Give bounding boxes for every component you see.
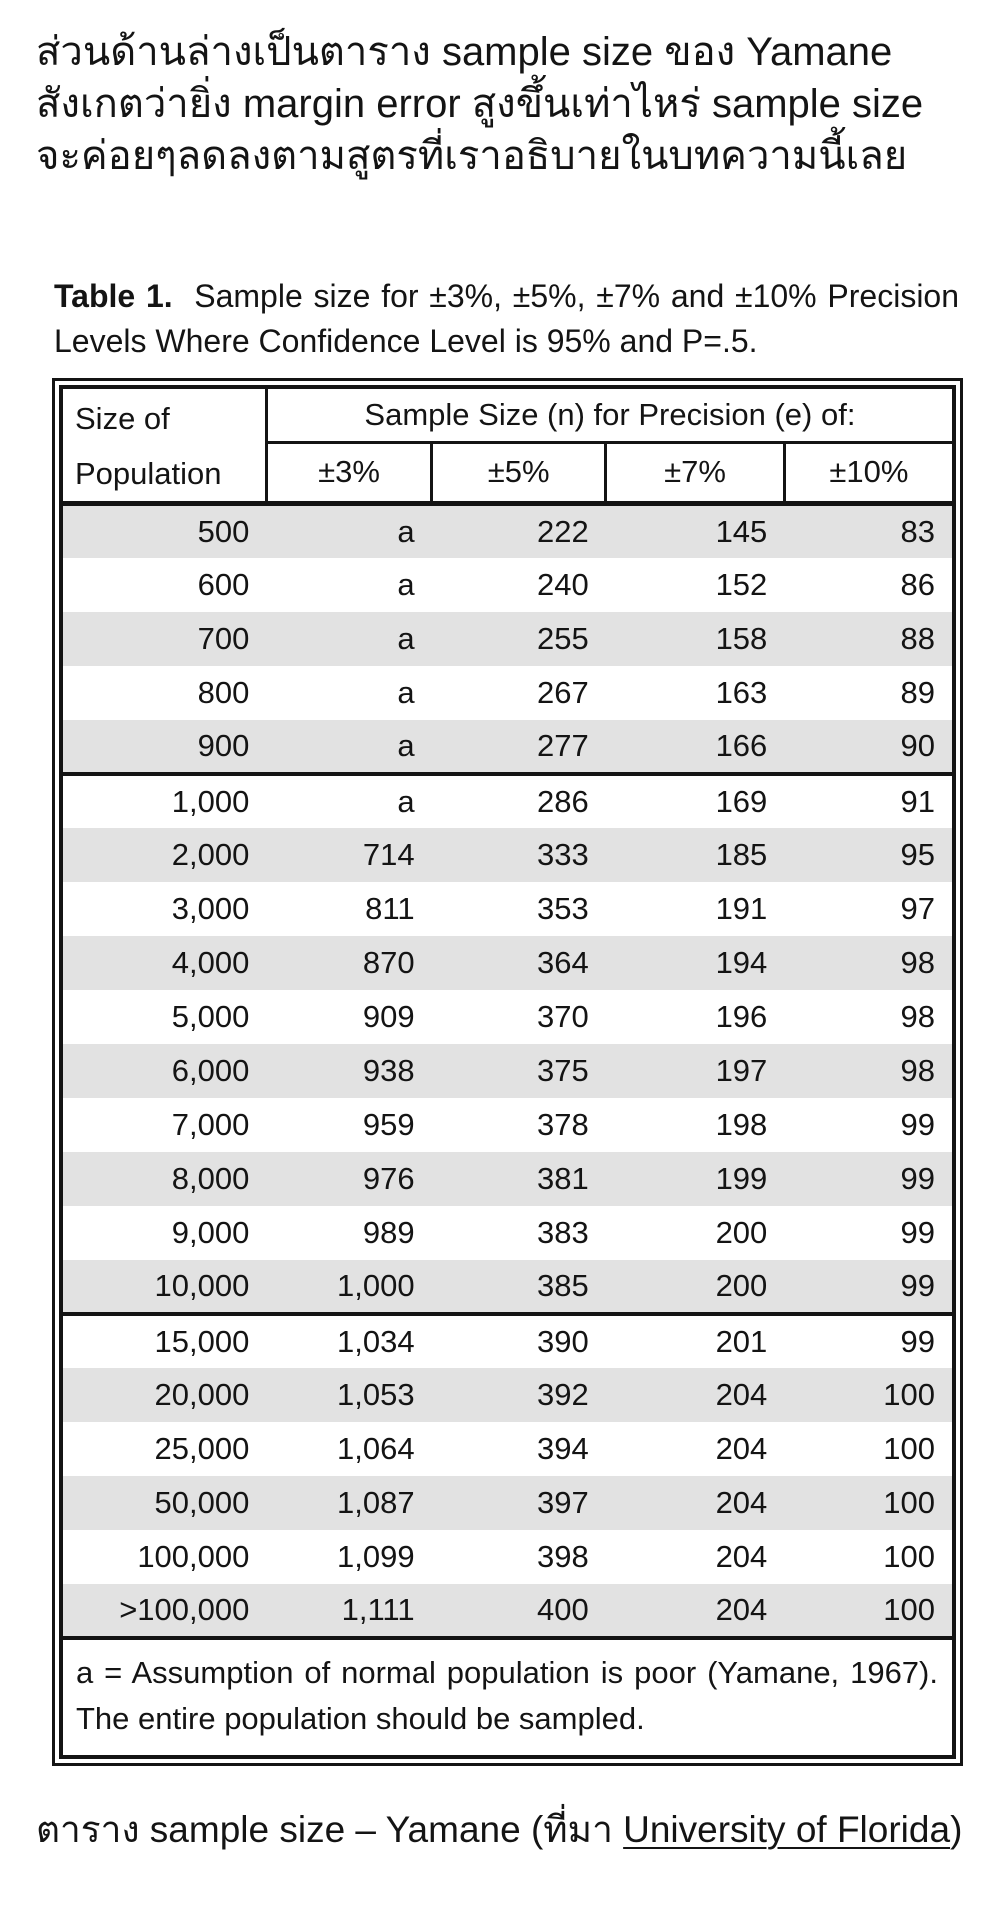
population-cell: 8,000 [61, 1152, 266, 1206]
sample-size-cell: 169 [606, 774, 785, 828]
sample-size-cell: 714 [266, 828, 431, 882]
sample-size-cell: 204 [715, 1538, 768, 1574]
table-row [61, 1314, 954, 1368]
header-precision-7pct: ±7% [606, 442, 785, 503]
sample-size-cell: 204 [606, 1476, 785, 1530]
sample-size-cell: 385 [432, 1260, 606, 1314]
table-row [61, 504, 954, 558]
table-row [61, 1260, 954, 1314]
sample-size-cell: 100 [784, 1368, 954, 1422]
sample-size-cell: 89 [900, 674, 935, 710]
population-cell: 5,000 [171, 998, 250, 1034]
header-population-line1: Size of [75, 401, 170, 436]
table-row [61, 1530, 954, 1584]
table-body [61, 504, 954, 1638]
sample-size-cell: 286 [432, 774, 606, 828]
table-row [61, 1098, 954, 1152]
table-row [61, 990, 954, 1044]
sample-size-cell: a [397, 566, 415, 602]
table-row [61, 828, 954, 882]
sample-size-cell: 91 [784, 774, 954, 828]
sample-size-cell: 98 [784, 936, 954, 990]
sample-size-cell: 938 [266, 1044, 431, 1098]
sample-size-cell: a [397, 674, 415, 710]
sample-size-cell: 90 [784, 720, 954, 774]
table-caption [36, 1800, 999, 1859]
sample-size-cell: 1,064 [337, 1430, 415, 1466]
sample-size-cell: 95 [784, 828, 954, 882]
sample-size-cell: 197 [606, 1044, 785, 1098]
source-link[interactable]: University of Florida [623, 1808, 951, 1850]
sample-size-cell: 97 [900, 890, 935, 926]
table-title-text: Sample size for ±3%, ±5%, ±7% and ±10% Precision Levels Where Confidence Level is 95% and P=.5. [54, 278, 960, 359]
population-cell: 800 [197, 674, 250, 710]
table-row [61, 1206, 954, 1260]
sample-size-cell: 811 [365, 890, 415, 926]
sample-size-cell: 959 [362, 1106, 415, 1142]
population-cell: 15,000 [61, 1314, 266, 1368]
table-row [61, 1476, 954, 1530]
sample-size-cell: 200 [606, 1260, 785, 1314]
population-cell: 50,000 [61, 1476, 266, 1530]
table-header [61, 387, 954, 504]
sample-size-cell: 100 [784, 1584, 954, 1638]
sample-size-cell: 375 [432, 1044, 606, 1098]
table-footnote: a = Assumption of normal population is poor (Yamane, 1967). The entire population should be sampled. [61, 1638, 954, 1757]
table-row [61, 1368, 954, 1422]
population-cell: 3,000 [171, 890, 250, 926]
sample-size-cell: 163 [715, 674, 768, 710]
table-title [54, 274, 959, 364]
sample-size-cell: 166 [606, 720, 785, 774]
sample-size-cell: 909 [362, 998, 415, 1034]
sample-size-cell: 99 [900, 1106, 935, 1142]
sample-size-cell: 333 [432, 828, 606, 882]
population-cell: 500 [61, 504, 266, 558]
sample-size-cell: 98 [900, 998, 935, 1034]
sample-size-cell: 1,053 [266, 1368, 431, 1422]
sample-size-cell: 145 [606, 504, 785, 558]
sample-size-cell: 1,111 [266, 1584, 431, 1638]
table-row [61, 1584, 954, 1638]
sample-size-cell: 1,000 [266, 1260, 431, 1314]
sample-size-cell: a [266, 612, 431, 666]
population-cell: 700 [61, 612, 266, 666]
header-precision-10pct: ±10% [784, 442, 954, 503]
population-cell: 7,000 [171, 1106, 250, 1142]
intro-paragraph: ส่วนด้านล่างเป็นตาราง sample size ของ Yamane สังเกตว่ายิ่ง margin error สูงขึ้นเท่าไหร่ sample size จะค่อยๆลดลงตามสูตรที่เราอธิบายในบทความนี้เลย [36, 30, 924, 178]
sample-size-cell: 99 [784, 1260, 954, 1314]
sample-size-cell: 98 [784, 1044, 954, 1098]
sample-size-cell: 1,087 [266, 1476, 431, 1530]
population-cell: 600 [197, 566, 250, 602]
sample-size-cell: 194 [606, 936, 785, 990]
sample-size-cell: 83 [784, 504, 954, 558]
header-population-line2: Population [75, 456, 222, 491]
population-cell: 6,000 [61, 1044, 266, 1098]
sample-size-cell: 204 [606, 1368, 785, 1422]
sample-size-cell: 201 [606, 1314, 785, 1368]
population-cell: 100,000 [137, 1538, 250, 1574]
sample-size-cell: 198 [715, 1106, 768, 1142]
population-cell: 4,000 [61, 936, 266, 990]
population-cell: 10,000 [61, 1260, 266, 1314]
sample-size-cell: 383 [536, 1214, 589, 1250]
header-precision-5pct: ±5% [432, 442, 606, 503]
sample-size-cell: 394 [536, 1430, 589, 1466]
table-row [61, 1422, 954, 1476]
population-cell: 9,000 [171, 1214, 250, 1250]
sample-size-cell: 99 [784, 1152, 954, 1206]
table-row [61, 666, 954, 720]
sample-size-cell: 870 [266, 936, 431, 990]
sample-size-cell: 185 [606, 828, 785, 882]
sample-size-cell: 100 [883, 1538, 935, 1574]
table-row [61, 882, 954, 936]
table-title-label: Table 1. [54, 278, 173, 314]
population-cell: 25,000 [154, 1430, 250, 1466]
sample-size-cell: 370 [536, 998, 589, 1034]
sample-size-cell: a [266, 720, 431, 774]
sample-size-cell: 222 [432, 504, 606, 558]
table-footer [61, 1638, 954, 1757]
sample-size-cell: 976 [266, 1152, 431, 1206]
sample-size-cell: 204 [715, 1430, 768, 1466]
sample-size-cell: 99 [784, 1314, 954, 1368]
sample-size-cell: 158 [606, 612, 785, 666]
sample-size-cell: 99 [900, 1214, 935, 1250]
sample-size-cell: 100 [883, 1430, 935, 1466]
sample-size-cell: 381 [432, 1152, 606, 1206]
sample-size-cell: 152 [715, 566, 768, 602]
population-cell: >100,000 [61, 1584, 266, 1638]
table-row [61, 558, 954, 612]
sample-size-cell: a [266, 504, 431, 558]
sample-size-cell: 364 [432, 936, 606, 990]
sample-size-cell: 200 [715, 1214, 768, 1250]
population-cell: 20,000 [61, 1368, 266, 1422]
sample-size-cell: 255 [432, 612, 606, 666]
sample-size-cell: 196 [715, 998, 768, 1034]
footnote-row [61, 1638, 954, 1757]
sample-size-table-frame [52, 378, 963, 1766]
sample-size-cell: 400 [432, 1584, 606, 1638]
caption-suffix: ) [950, 1808, 963, 1850]
sample-size-cell: 398 [536, 1538, 589, 1574]
table-row [61, 774, 954, 828]
sample-size-cell: 240 [536, 566, 589, 602]
sample-size-cell: 1,099 [337, 1538, 415, 1574]
header-precision-3pct: ±3% [266, 442, 431, 503]
sample-size-cell: 353 [536, 890, 589, 926]
sample-size-cell: 267 [536, 674, 589, 710]
table-row [61, 1152, 954, 1206]
sample-size-cell: 86 [900, 566, 935, 602]
sample-size-cell: 392 [432, 1368, 606, 1422]
sample-size-cell: 199 [606, 1152, 785, 1206]
caption-prefix: ตาราง sample size – Yamane (ที่มา [36, 1808, 624, 1850]
header-sample-size-span: Sample Size (n) for Precision (e) of: [266, 387, 954, 442]
sample-size-cell: 378 [536, 1106, 589, 1142]
sample-size-cell: 277 [432, 720, 606, 774]
table-row [61, 720, 954, 774]
sample-size-cell: 1,034 [266, 1314, 431, 1368]
table-row [61, 1044, 954, 1098]
sample-size-cell: 88 [784, 612, 954, 666]
population-cell: 2,000 [61, 828, 266, 882]
sample-size-cell: 191 [715, 890, 768, 926]
sample-size-cell: 390 [432, 1314, 606, 1368]
header-population-column [61, 387, 266, 504]
sample-size-cell: 100 [784, 1476, 954, 1530]
header-row-top [61, 387, 954, 442]
table-row [61, 936, 954, 990]
sample-size-cell: 204 [606, 1584, 785, 1638]
population-cell: 900 [61, 720, 266, 774]
sample-size-cell: 989 [362, 1214, 415, 1250]
population-cell: 1,000 [61, 774, 266, 828]
sample-size-cell: a [266, 774, 431, 828]
table-row [61, 612, 954, 666]
sample-size-table [59, 385, 956, 1759]
sample-size-cell: 397 [432, 1476, 606, 1530]
